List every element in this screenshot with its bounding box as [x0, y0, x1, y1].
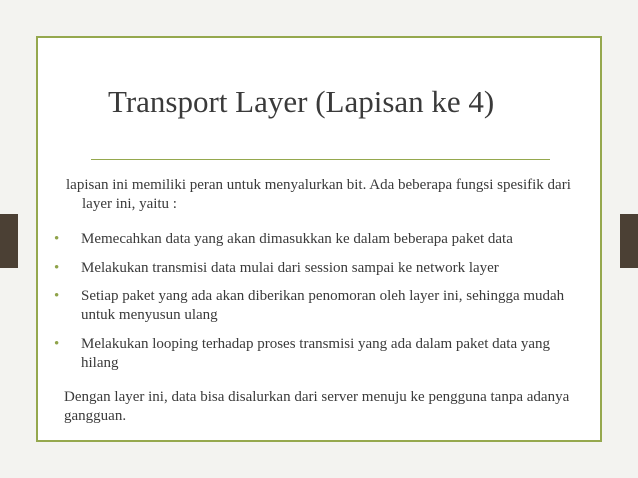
bullet-text: Setiap paket yang ada akan diberikan penomoran oleh layer ini, sehingga mudah untuk menyusun ulang [81, 288, 565, 323]
bullet-icon: • [54, 231, 60, 247]
bullet-text: Memecahkan data yang akan dimasukkan ke dalam beberapa paket data [81, 231, 513, 247]
bullet-icon: • [54, 260, 60, 276]
bullet-icon: • [54, 288, 60, 304]
bullet-item [54, 335, 582, 373]
outro-paragraph: Dengan layer ini, data bisa disalurkan dari server menuju ke pengguna tanpa adanya gangguan. [64, 389, 570, 424]
slide-title: Transport Layer (Lapisan ke 4) [108, 84, 495, 119]
bullet-text: Melakukan looping terhadap proses transmisi yang ada dalam paket data yang hilang [81, 336, 551, 371]
left-side-tab [0, 214, 18, 268]
bullet-item [54, 259, 582, 278]
title-underline [91, 159, 550, 160]
bullet-item [54, 230, 582, 249]
bullet-item [54, 287, 582, 325]
bullet-icon: • [54, 336, 60, 352]
right-side-tab [620, 214, 638, 268]
intro-paragraph: lapisan ini memiliki peran untuk menyalurkan bit. Ada beberapa fungsi spesifik dari layer ini, yaitu : [66, 177, 571, 212]
bullet-text: Melakukan transmisi data mulai dari session sampai ke network layer [81, 260, 499, 276]
